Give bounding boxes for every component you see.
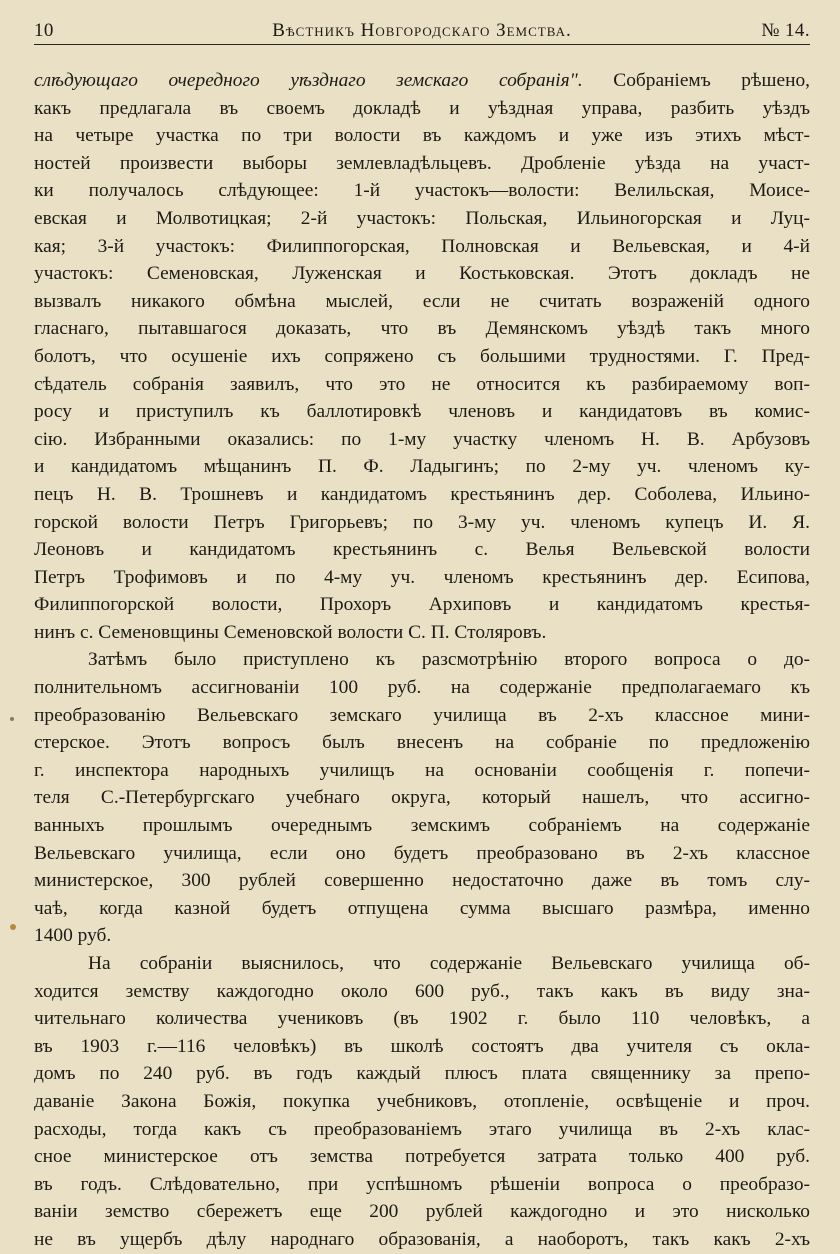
text-line	[34, 674, 810, 702]
text-line	[34, 1198, 810, 1226]
line-text: не въ ущербъ дѣлу народнаго образованія, а наоборотъ, такъ какъ 2-хъ	[34, 1228, 810, 1250]
text-line	[34, 564, 810, 592]
text-line	[34, 233, 810, 261]
line-text: гласнаго, пытавшагося доказать, что въ Демянскомъ уѣздѣ такъ много	[34, 318, 810, 340]
text-line	[34, 895, 810, 923]
line-text: даваніе Закона Божія, покупка учебниковъ, отопленіе, освѣщеніе и проч.	[34, 1090, 810, 1112]
text-line	[34, 1143, 810, 1171]
text-line	[34, 150, 810, 178]
line-text: чительнаго количества учениковъ (въ 1902 г. было 110 человѣкъ, а	[34, 1008, 810, 1030]
line-text: Собраніемъ рѣшено,	[582, 70, 810, 91]
margin-mark	[10, 717, 14, 721]
text-line	[34, 1060, 810, 1088]
margin-mark	[10, 924, 16, 930]
line-text: чаѣ, когда казной будетъ отпущена сумма высшаго размѣра, именно	[34, 897, 810, 919]
text-line	[34, 95, 810, 123]
running-header	[34, 14, 810, 44]
line-text: въ 1903 г.—116 человѣкъ) въ школѣ состоятъ два учителя съ окла-	[34, 1035, 810, 1057]
line-text: теля С.-Петербургскаго учебнаго округа, который нашелъ, что ассигно-	[34, 787, 810, 809]
line-text: нинъ с. Семеновщины Семеновской волости С. П. Столяровъ.	[34, 621, 547, 643]
text-line	[34, 1226, 810, 1254]
text-line	[34, 591, 810, 619]
line-text: расходы, тогда какъ съ преобразованіемъ этаго училища въ 2-хъ клас-	[34, 1118, 810, 1140]
text-line	[34, 757, 810, 785]
line-text: полнительномъ ассигнованіи 100 руб. на содержаніе предполагаемаго къ	[34, 677, 810, 699]
text-line	[34, 646, 810, 674]
header-rule	[34, 44, 810, 45]
line-text: какъ предлагала въ своемъ докладѣ и уѣздная управа, разбить уѣздъ	[34, 97, 810, 119]
text-line	[34, 1088, 810, 1116]
text-line	[34, 371, 810, 399]
text-line	[34, 840, 810, 868]
line-text: ваніи земство сбережетъ еще 200 рублей каждогодно и это нисколько	[34, 1201, 810, 1223]
line-text: На собраніи выяснилось, что содержаніе Вельевскаго училища об-	[88, 953, 810, 974]
line-text: Леоновъ и кандидатомъ крестьянинъ с. Велья Вельевской волости	[34, 539, 810, 561]
text-line	[34, 343, 810, 371]
text-line	[34, 950, 810, 978]
text-line	[34, 978, 810, 1006]
line-text: ходится земству каждогодно около 600 руб., такъ какъ въ виду зна-	[34, 980, 810, 1002]
text-line	[34, 619, 810, 647]
line-text: участокъ: Семеновская, Луженская и Костьковская. Этотъ докладъ не	[34, 263, 810, 285]
text-line	[34, 1005, 810, 1033]
line-text: росу и приступилъ къ баллотировкѣ членовъ и кандидатовъ въ комис-	[34, 401, 810, 423]
text-line	[34, 509, 810, 537]
text-line	[34, 398, 810, 426]
line-text: кая; 3-й участокъ: Филиппогорская, Полновская и Вельевская, и 4-й	[34, 235, 810, 257]
line-text: Филиппогорской волости, Прохоръ Архиповъ и кандидатомъ крестья-	[34, 594, 810, 616]
line-text: домъ по 240 руб. въ годъ каждый плюсъ плата священнику за препо-	[34, 1063, 810, 1085]
italic-quote: слѣдующаго очередного уѣзднаго земскаго собранія".	[34, 70, 583, 91]
line-text: Затѣмъ было приступлено къ разсмотрѣнію второго вопроса о до-	[88, 649, 810, 671]
text-line	[34, 536, 810, 564]
text-line	[34, 1033, 810, 1061]
line-text: сію. Избранными оказались: по 1-му участку членомъ Н. В. Арбузовъ	[34, 428, 810, 450]
issue-number: № 14.	[761, 20, 810, 41]
text-line	[34, 922, 810, 950]
line-text: на четыре участка по три волости въ каждомъ и уже изъ этихъ мѣст-	[34, 125, 810, 147]
page-number: 10	[34, 20, 54, 41]
line-text: пецъ Н. В. Трошневъ и кандидатомъ крестьянинъ дер. Соболева, Ильино-	[34, 483, 810, 505]
line-text: сное министерское отъ земства потребуется затрата только 400 руб.	[34, 1146, 810, 1168]
line-text: стерское. Этотъ вопросъ былъ внесенъ на собраніе по предложенію	[34, 732, 810, 754]
text-line	[34, 702, 810, 730]
text-line	[34, 288, 810, 316]
line-text: вызвалъ никакого обмѣна мыслей, если не считать возраженій одного	[34, 290, 810, 312]
line-text: Петръ Трофимовъ и по 4-му уч. членомъ крестьянинъ дер. Есипова,	[34, 566, 810, 588]
line-text: и кандидатомъ мѣщанинъ П. Ф. Ладыгинъ; по 2-му уч. членомъ ку-	[34, 456, 810, 478]
article-body	[34, 67, 810, 1254]
line-text: министерское, 300 рублей совершенно недостаточно даже въ томъ слу-	[34, 870, 810, 892]
line-text: въ годъ. Слѣдовательно, при успѣшномъ рѣшеніи вопроса о преобразо-	[34, 1173, 810, 1195]
journal-title: Вѣстникъ Новгородскаго Земства.	[272, 20, 572, 41]
text-line	[34, 67, 810, 95]
text-line	[34, 260, 810, 288]
line-text: ванныхъ прошлымъ очереднымъ земскимъ собраніемъ на содержаніе	[34, 815, 810, 837]
line-text: горской волости Петръ Григорьевъ; по 3-му уч. членомъ купецъ И. Я.	[34, 511, 810, 533]
text-line	[34, 729, 810, 757]
text-line	[34, 1171, 810, 1199]
line-text: 1400 руб.	[34, 925, 112, 947]
line-text: болотъ, что осушеніе ихъ сопряжено съ большими трудностями. Г. Пред-	[34, 345, 810, 367]
text-line	[34, 867, 810, 895]
line-text: евская и Молвотицкая; 2-й участокъ: Польская, Ильиногорская и Луц-	[34, 207, 810, 229]
text-line	[34, 812, 810, 840]
line-text: ки получалось слѣдующее: 1-й участокъ—волости: Велильская, Моисе-	[34, 180, 810, 202]
text-line	[34, 205, 810, 233]
text-line	[34, 177, 810, 205]
text-line	[34, 481, 810, 509]
text-line	[34, 1116, 810, 1144]
line-text: Вельевскаго училища, если оно будетъ преобразовано въ 2-хъ классное	[34, 842, 810, 864]
line-text: преобразованію Вельевскаго земскаго училища въ 2-хъ классное мини-	[34, 704, 810, 726]
text-line	[34, 122, 810, 150]
text-line	[34, 784, 810, 812]
text-line	[34, 453, 810, 481]
line-text: ностей произвести выборы землевладѣльцевъ. Дробленіе уѣзда на участ-	[34, 152, 810, 174]
line-text: г. инспектора народныхъ училищъ на основаніи сообщенія г. попечи-	[34, 759, 810, 781]
text-line	[34, 426, 810, 454]
text-line	[34, 315, 810, 343]
line-text: сѣдатель собранія заявилъ, что это не относится къ разбираемому воп-	[34, 373, 810, 395]
